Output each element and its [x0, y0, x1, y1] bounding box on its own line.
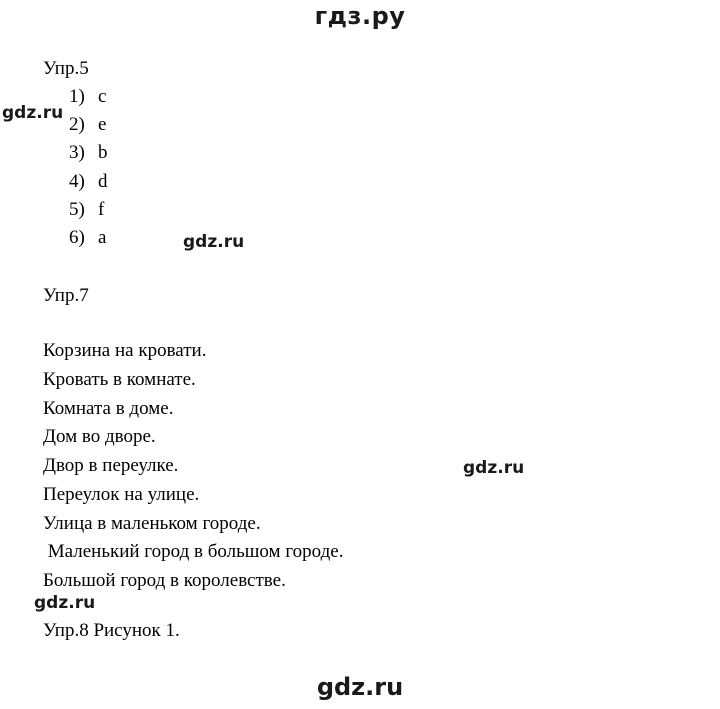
watermark-4: gdz.ru: [34, 593, 96, 613]
watermark-2: gdz.ru: [183, 232, 245, 252]
sentence: Маленький город в большом городе.: [43, 541, 344, 563]
exercise-5-answers: [69, 86, 108, 255]
exercise-7-title: Упр.7: [43, 285, 89, 306]
sentence: Комната в доме.: [43, 397, 174, 419]
answer-letter: e: [98, 114, 107, 136]
answer-number: 2): [69, 114, 85, 136]
answer-item: [69, 86, 108, 114]
exercise-7-sentences: [43, 340, 343, 599]
answer-number: 3): [69, 142, 85, 164]
answer-letter: b: [98, 142, 108, 164]
answer-letter: c: [98, 86, 107, 107]
watermark-1: gdz.ru: [2, 103, 64, 123]
sentence: Большой город в королевстве.: [43, 570, 286, 591]
sentence: Двор в переулке.: [43, 455, 179, 476]
answer-number: 1): [69, 86, 85, 107]
watermark-3: gdz.ru: [463, 458, 525, 478]
watermark-bottom: gdz.ru: [316, 673, 404, 701]
watermark-top: гдз.ру: [314, 2, 406, 30]
answer-letter: d: [98, 170, 108, 192]
exercise-8-title: Упр.8 Рисунок 1.: [43, 620, 180, 641]
answer-number: 4): [69, 170, 85, 192]
exercise-5-title: Упр.5: [43, 58, 89, 79]
answer-item: [69, 227, 108, 255]
sentence: Корзина на кровати.: [43, 340, 207, 361]
sentence: Переулок на улице.: [43, 483, 200, 505]
sentence: Кровать в комнате.: [43, 368, 196, 390]
answer-letter: a: [98, 226, 107, 248]
answer-item: [69, 142, 108, 170]
sentence: Дом во дворе.: [43, 426, 156, 448]
answer-item: [69, 114, 108, 142]
answer-item: [69, 171, 108, 199]
answer-number: 5): [69, 198, 85, 220]
sentence: Улица в маленьком городе.: [43, 512, 261, 534]
answer-letter: f: [98, 198, 105, 220]
answer-number: 6): [69, 226, 85, 248]
answer-item: [69, 199, 108, 227]
